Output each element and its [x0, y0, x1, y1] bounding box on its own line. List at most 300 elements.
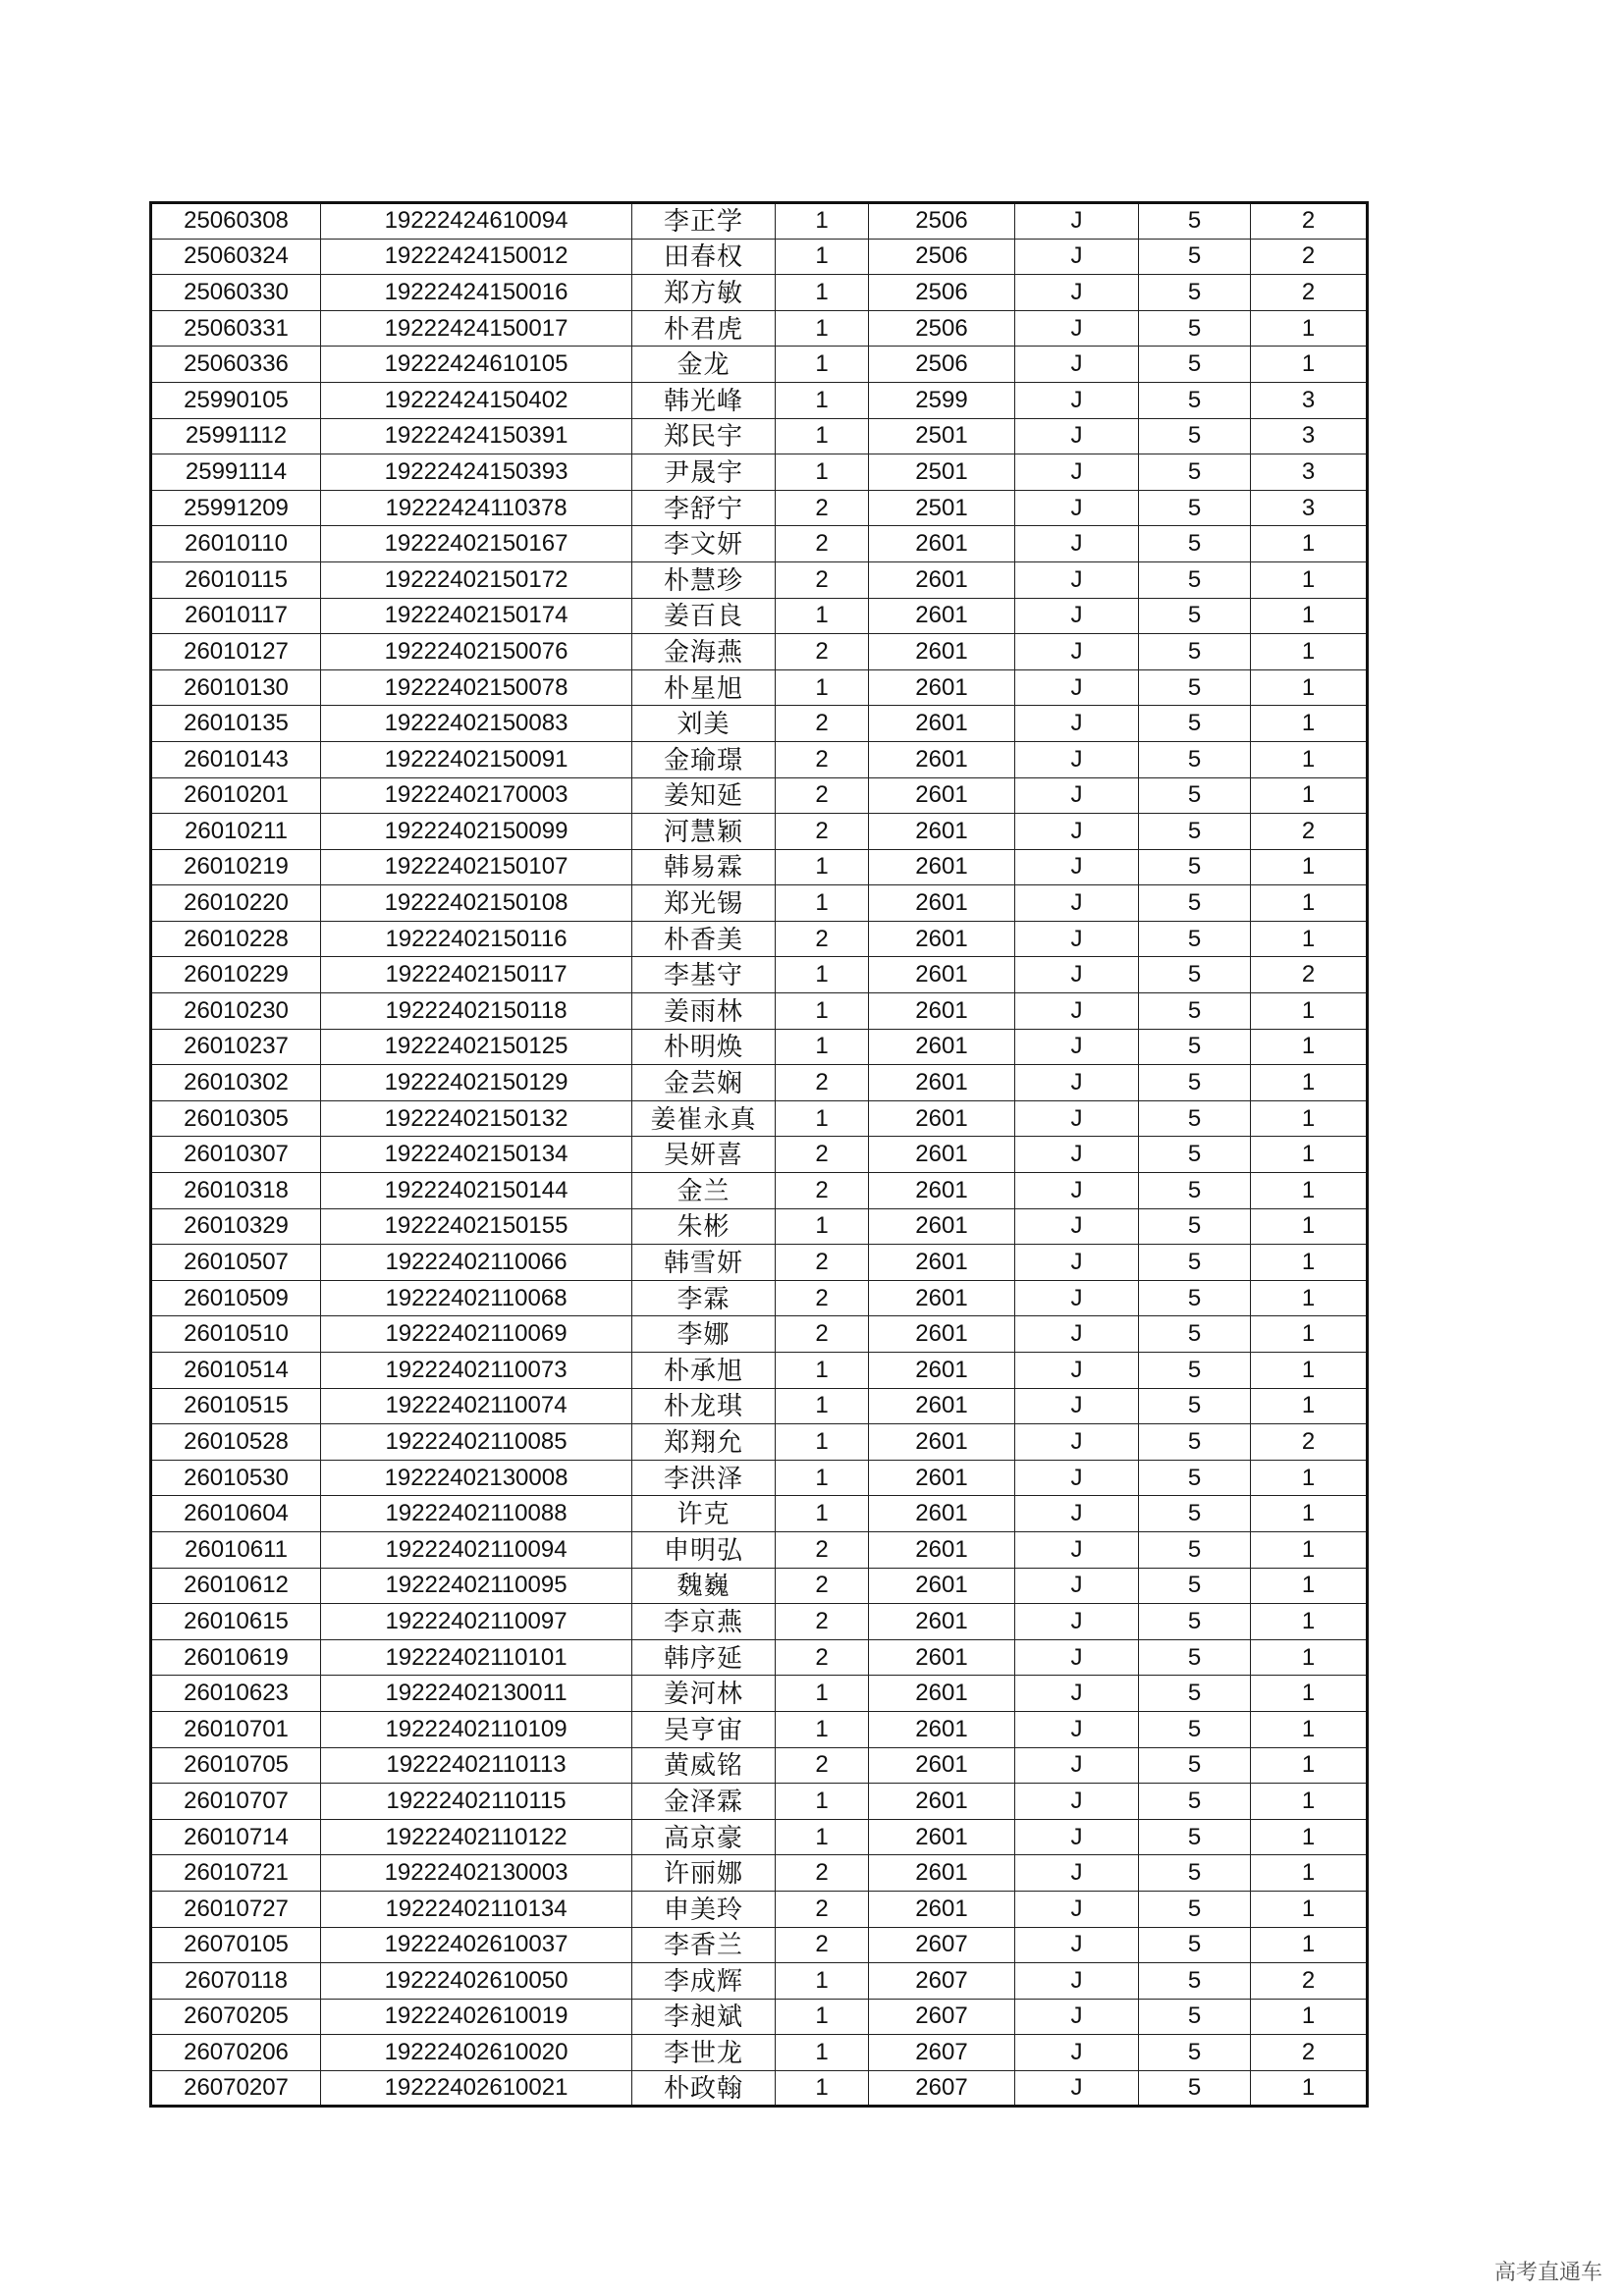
grade-cell: 1 — [1251, 921, 1368, 957]
table-row — [151, 1531, 1368, 1568]
name-cell: 许丽娜 — [632, 1855, 776, 1892]
exam-number-cell: 26010201 — [151, 777, 321, 814]
table-row — [151, 1747, 1368, 1784]
grade-cell: 1 — [1251, 1388, 1368, 1424]
registration-number-cell: 19222402150167 — [321, 526, 632, 562]
level-cell: 5 — [1139, 1173, 1251, 1209]
level-cell: 5 — [1139, 1747, 1251, 1784]
name-cell: 朴政翰 — [632, 2070, 776, 2107]
name-cell: 金龙 — [632, 347, 776, 383]
unit-code-cell: 2501 — [869, 490, 1015, 526]
grade-cell: 1 — [1251, 741, 1368, 777]
registration-number-cell: 19222402150134 — [321, 1137, 632, 1173]
name-cell: 李香兰 — [632, 1927, 776, 1963]
grade-cell: 1 — [1251, 777, 1368, 814]
level-cell: 5 — [1139, 1245, 1251, 1281]
table-row — [151, 347, 1368, 383]
level-cell: 5 — [1139, 1137, 1251, 1173]
table-row — [151, 1604, 1368, 1640]
exam-number-cell: 26010127 — [151, 634, 321, 670]
unit-code-cell: 2601 — [869, 1065, 1015, 1101]
name-cell: 李昶斌 — [632, 1999, 776, 2035]
exam-number-cell: 26010229 — [151, 957, 321, 993]
category-cell: J — [1015, 1531, 1139, 1568]
exam-number-cell: 26070105 — [151, 1927, 321, 1963]
unit-code-cell: 2601 — [869, 1100, 1015, 1137]
gender-code-cell: 1 — [776, 1424, 869, 1461]
gender-code-cell: 2 — [776, 1065, 869, 1101]
grade-cell: 1 — [1251, 310, 1368, 347]
category-cell: J — [1015, 1604, 1139, 1640]
registration-number-cell: 19222402150132 — [321, 1100, 632, 1137]
gender-code-cell: 2 — [776, 1316, 869, 1353]
registration-number-cell: 19222424610094 — [321, 203, 632, 240]
table-row — [151, 634, 1368, 670]
level-cell: 5 — [1139, 1855, 1251, 1892]
table-row — [151, 490, 1368, 526]
table-row — [151, 921, 1368, 957]
gender-code-cell: 2 — [776, 1245, 869, 1281]
grade-cell: 1 — [1251, 2070, 1368, 2107]
registration-number-cell: 19222424150012 — [321, 239, 632, 275]
grade-cell: 1 — [1251, 1173, 1368, 1209]
registration-number-cell: 19222402150083 — [321, 706, 632, 742]
grade-cell: 1 — [1251, 1711, 1368, 1747]
exam-number-cell: 26010721 — [151, 1855, 321, 1892]
unit-code-cell: 2506 — [869, 203, 1015, 240]
exam-number-cell: 26010707 — [151, 1784, 321, 1820]
exam-number-cell: 26010302 — [151, 1065, 321, 1101]
table-row — [151, 1639, 1368, 1676]
name-cell: 李成辉 — [632, 1963, 776, 2000]
grade-cell: 2 — [1251, 2035, 1368, 2071]
category-cell: J — [1015, 561, 1139, 598]
unit-code-cell: 2601 — [869, 885, 1015, 922]
category-cell: J — [1015, 1208, 1139, 1245]
table-row — [151, 1065, 1368, 1101]
category-cell: J — [1015, 1747, 1139, 1784]
grade-cell: 3 — [1251, 418, 1368, 454]
level-cell: 5 — [1139, 777, 1251, 814]
level-cell: 5 — [1139, 454, 1251, 491]
unit-code-cell: 2601 — [869, 526, 1015, 562]
name-cell: 李京燕 — [632, 1604, 776, 1640]
category-cell: J — [1015, 1100, 1139, 1137]
name-cell: 韩序延 — [632, 1639, 776, 1676]
exam-number-cell: 26010604 — [151, 1496, 321, 1532]
registration-number-cell: 19222402110066 — [321, 1245, 632, 1281]
unit-code-cell: 2601 — [869, 1029, 1015, 1065]
gender-code-cell: 1 — [776, 2070, 869, 2107]
exam-number-cell: 25991114 — [151, 454, 321, 491]
level-cell: 5 — [1139, 1280, 1251, 1316]
gender-code-cell: 1 — [776, 993, 869, 1030]
level-cell: 5 — [1139, 993, 1251, 1030]
unit-code-cell: 2601 — [869, 1784, 1015, 1820]
registration-number-cell: 19222402110073 — [321, 1353, 632, 1389]
gender-code-cell: 1 — [776, 1100, 869, 1137]
name-cell: 李正学 — [632, 203, 776, 240]
registration-number-cell: 19222402150078 — [321, 669, 632, 706]
level-cell: 5 — [1139, 2035, 1251, 2071]
gender-code-cell: 1 — [776, 598, 869, 634]
gender-code-cell: 2 — [776, 634, 869, 670]
unit-code-cell: 2506 — [869, 310, 1015, 347]
gender-code-cell: 1 — [776, 1496, 869, 1532]
registration-number-cell: 19222402110101 — [321, 1639, 632, 1676]
exam-number-cell: 26070205 — [151, 1999, 321, 2035]
grade-cell: 3 — [1251, 454, 1368, 491]
name-cell: 姜崔永真 — [632, 1100, 776, 1137]
category-cell: J — [1015, 1137, 1139, 1173]
exam-number-cell: 26070206 — [151, 2035, 321, 2071]
registration-number-cell: 19222402150116 — [321, 921, 632, 957]
table-row — [151, 669, 1368, 706]
name-cell: 河慧颖 — [632, 814, 776, 850]
table-row — [151, 1208, 1368, 1245]
level-cell: 5 — [1139, 418, 1251, 454]
category-cell: J — [1015, 1819, 1139, 1855]
level-cell: 5 — [1139, 561, 1251, 598]
level-cell: 5 — [1139, 741, 1251, 777]
name-cell: 韩易霖 — [632, 849, 776, 885]
unit-code-cell: 2601 — [869, 1173, 1015, 1209]
table-row — [151, 1784, 1368, 1820]
registration-number-cell: 19222402110122 — [321, 1819, 632, 1855]
table-row — [151, 1460, 1368, 1496]
category-cell: J — [1015, 1173, 1139, 1209]
name-cell: 朴慧珍 — [632, 561, 776, 598]
level-cell: 5 — [1139, 239, 1251, 275]
exam-number-cell: 26010615 — [151, 1604, 321, 1640]
registration-number-cell: 19222402110094 — [321, 1531, 632, 1568]
exam-number-cell: 25991209 — [151, 490, 321, 526]
unit-code-cell: 2601 — [869, 669, 1015, 706]
grade-cell: 1 — [1251, 1100, 1368, 1137]
grade-cell: 2 — [1251, 275, 1368, 311]
table-row — [151, 1927, 1368, 1963]
registration-number-cell: 19222402610019 — [321, 1999, 632, 2035]
unit-code-cell: 2601 — [869, 1747, 1015, 1784]
unit-code-cell: 2601 — [869, 777, 1015, 814]
table-row — [151, 1711, 1368, 1747]
grade-cell: 1 — [1251, 634, 1368, 670]
gender-code-cell: 2 — [776, 1927, 869, 1963]
name-cell: 郑光锡 — [632, 885, 776, 922]
unit-code-cell: 2601 — [869, 634, 1015, 670]
gender-code-cell: 2 — [776, 1280, 869, 1316]
exam-number-cell: 26010514 — [151, 1353, 321, 1389]
level-cell: 5 — [1139, 490, 1251, 526]
table-row — [151, 1353, 1368, 1389]
level-cell: 5 — [1139, 275, 1251, 311]
unit-code-cell: 2601 — [869, 1424, 1015, 1461]
grade-cell: 1 — [1251, 1568, 1368, 1604]
grade-cell: 1 — [1251, 1065, 1368, 1101]
table-row — [151, 561, 1368, 598]
level-cell: 5 — [1139, 1927, 1251, 1963]
unit-code-cell: 2601 — [869, 1353, 1015, 1389]
table-row — [151, 1819, 1368, 1855]
gender-code-cell: 2 — [776, 1639, 869, 1676]
registration-number-cell: 19222402150174 — [321, 598, 632, 634]
registration-number-cell: 19222402110113 — [321, 1747, 632, 1784]
category-cell: J — [1015, 1029, 1139, 1065]
gender-code-cell: 1 — [776, 454, 869, 491]
grade-cell: 1 — [1251, 1855, 1368, 1892]
category-cell: J — [1015, 347, 1139, 383]
name-cell: 李舒宁 — [632, 490, 776, 526]
exam-number-cell: 25060330 — [151, 275, 321, 311]
gender-code-cell: 1 — [776, 347, 869, 383]
table-row — [151, 310, 1368, 347]
exam-number-cell: 26010515 — [151, 1388, 321, 1424]
registration-number-cell: 19222402150076 — [321, 634, 632, 670]
grade-cell: 3 — [1251, 382, 1368, 418]
gender-code-cell: 1 — [776, 310, 869, 347]
category-cell: J — [1015, 1891, 1139, 1927]
registration-number-cell: 19222402610020 — [321, 2035, 632, 2071]
registration-number-cell: 19222402610021 — [321, 2070, 632, 2107]
exam-number-cell: 26010220 — [151, 885, 321, 922]
exam-number-cell: 26010701 — [151, 1711, 321, 1747]
grade-cell: 1 — [1251, 1639, 1368, 1676]
level-cell: 5 — [1139, 1963, 1251, 2000]
exam-number-cell: 26010510 — [151, 1316, 321, 1353]
exam-number-cell: 26010307 — [151, 1137, 321, 1173]
grade-cell: 1 — [1251, 669, 1368, 706]
student-record-table — [149, 201, 1369, 2108]
grade-cell: 1 — [1251, 1784, 1368, 1820]
unit-code-cell: 2601 — [869, 1496, 1015, 1532]
level-cell: 5 — [1139, 1819, 1251, 1855]
grade-cell: 1 — [1251, 1999, 1368, 2035]
registration-number-cell: 19222402150155 — [321, 1208, 632, 1245]
unit-code-cell: 2601 — [869, 1460, 1015, 1496]
table-row — [151, 1388, 1368, 1424]
name-cell: 郑翔允 — [632, 1424, 776, 1461]
level-cell: 5 — [1139, 1891, 1251, 1927]
unit-code-cell: 2601 — [869, 1639, 1015, 1676]
grade-cell: 1 — [1251, 561, 1368, 598]
grade-cell: 2 — [1251, 1963, 1368, 2000]
grade-cell: 1 — [1251, 526, 1368, 562]
gender-code-cell: 2 — [776, 1747, 869, 1784]
watermark-text: 高考直通车 — [1493, 2261, 1602, 2285]
name-cell: 朴香美 — [632, 921, 776, 957]
unit-code-cell: 2607 — [869, 2070, 1015, 2107]
exam-number-cell: 26070118 — [151, 1963, 321, 2000]
level-cell: 5 — [1139, 1065, 1251, 1101]
exam-number-cell: 26010130 — [151, 669, 321, 706]
grade-cell: 1 — [1251, 1137, 1368, 1173]
unit-code-cell: 2601 — [869, 814, 1015, 850]
exam-number-cell: 26010143 — [151, 741, 321, 777]
unit-code-cell: 2601 — [869, 921, 1015, 957]
category-cell: J — [1015, 275, 1139, 311]
table-row — [151, 1676, 1368, 1712]
grade-cell: 1 — [1251, 1460, 1368, 1496]
unit-code-cell: 2601 — [869, 1245, 1015, 1281]
unit-code-cell: 2506 — [869, 347, 1015, 383]
exam-number-cell: 25060324 — [151, 239, 321, 275]
category-cell: J — [1015, 2035, 1139, 2071]
table-row — [151, 814, 1368, 850]
unit-code-cell: 2607 — [869, 1999, 1015, 2035]
name-cell: 金瑜璟 — [632, 741, 776, 777]
unit-code-cell: 2601 — [869, 741, 1015, 777]
unit-code-cell: 2607 — [869, 2035, 1015, 2071]
registration-number-cell: 19222402110074 — [321, 1388, 632, 1424]
grade-cell: 1 — [1251, 1604, 1368, 1640]
name-cell: 李文妍 — [632, 526, 776, 562]
unit-code-cell: 2506 — [869, 239, 1015, 275]
category-cell: J — [1015, 706, 1139, 742]
category-cell: J — [1015, 1065, 1139, 1101]
registration-number-cell: 19222402150108 — [321, 885, 632, 922]
table-row — [151, 1173, 1368, 1209]
grade-cell: 2 — [1251, 203, 1368, 240]
level-cell: 5 — [1139, 1639, 1251, 1676]
table-row — [151, 1891, 1368, 1927]
level-cell: 5 — [1139, 1568, 1251, 1604]
registration-number-cell: 19222402110088 — [321, 1496, 632, 1532]
exam-number-cell: 25060331 — [151, 310, 321, 347]
category-cell: J — [1015, 1711, 1139, 1747]
exam-number-cell: 25060336 — [151, 347, 321, 383]
category-cell: J — [1015, 454, 1139, 491]
name-cell: 高京豪 — [632, 1819, 776, 1855]
name-cell: 金芸娴 — [632, 1065, 776, 1101]
unit-code-cell: 2501 — [869, 418, 1015, 454]
unit-code-cell: 2601 — [869, 1280, 1015, 1316]
gender-code-cell: 1 — [776, 849, 869, 885]
grade-cell: 1 — [1251, 885, 1368, 922]
name-cell: 吴妍喜 — [632, 1137, 776, 1173]
category-cell: J — [1015, 1424, 1139, 1461]
exam-number-cell: 26010115 — [151, 561, 321, 598]
gender-code-cell: 2 — [776, 1568, 869, 1604]
exam-number-cell: 25060308 — [151, 203, 321, 240]
level-cell: 5 — [1139, 1208, 1251, 1245]
gender-code-cell: 2 — [776, 814, 869, 850]
registration-number-cell: 19222402110068 — [321, 1280, 632, 1316]
unit-code-cell: 2607 — [869, 1963, 1015, 2000]
category-cell: J — [1015, 239, 1139, 275]
table-row — [151, 741, 1368, 777]
category-cell: J — [1015, 203, 1139, 240]
registration-number-cell: 19222424110378 — [321, 490, 632, 526]
category-cell: J — [1015, 957, 1139, 993]
grade-cell: 1 — [1251, 1927, 1368, 1963]
grade-cell: 1 — [1251, 1747, 1368, 1784]
category-cell: J — [1015, 2070, 1139, 2107]
category-cell: J — [1015, 1316, 1139, 1353]
level-cell: 5 — [1139, 814, 1251, 850]
table-row — [151, 1280, 1368, 1316]
name-cell: 金泽霖 — [632, 1784, 776, 1820]
grade-cell: 1 — [1251, 1353, 1368, 1389]
name-cell: 李娜 — [632, 1316, 776, 1353]
level-cell: 5 — [1139, 1711, 1251, 1747]
exam-number-cell: 26010318 — [151, 1173, 321, 1209]
gender-code-cell: 2 — [776, 561, 869, 598]
gender-code-cell: 1 — [776, 1711, 869, 1747]
name-cell: 黄威铭 — [632, 1747, 776, 1784]
registration-number-cell: 19222424150016 — [321, 275, 632, 311]
table-row — [151, 1100, 1368, 1137]
category-cell: J — [1015, 1496, 1139, 1532]
level-cell: 5 — [1139, 1029, 1251, 1065]
grade-cell: 1 — [1251, 1676, 1368, 1712]
name-cell: 魏巍 — [632, 1568, 776, 1604]
registration-number-cell: 19222402110095 — [321, 1568, 632, 1604]
table-row — [151, 598, 1368, 634]
exam-number-cell: 26010228 — [151, 921, 321, 957]
name-cell: 申明弘 — [632, 1531, 776, 1568]
table-row — [151, 203, 1368, 240]
grade-cell: 1 — [1251, 1280, 1368, 1316]
table-row — [151, 1029, 1368, 1065]
unit-code-cell: 2601 — [869, 1819, 1015, 1855]
unit-code-cell: 2601 — [869, 1137, 1015, 1173]
grade-cell: 1 — [1251, 993, 1368, 1030]
grade-cell: 1 — [1251, 1029, 1368, 1065]
exam-number-cell: 26010507 — [151, 1245, 321, 1281]
registration-number-cell: 19222402150107 — [321, 849, 632, 885]
gender-code-cell: 1 — [776, 203, 869, 240]
table-row — [151, 1316, 1368, 1353]
name-cell: 尹晟宇 — [632, 454, 776, 491]
gender-code-cell: 1 — [776, 2035, 869, 2071]
name-cell: 朴明焕 — [632, 1029, 776, 1065]
exam-number-cell: 25990105 — [151, 382, 321, 418]
category-cell: J — [1015, 814, 1139, 850]
level-cell: 5 — [1139, 347, 1251, 383]
registration-number-cell: 19222402150172 — [321, 561, 632, 598]
name-cell: 韩雪妍 — [632, 1245, 776, 1281]
gender-code-cell: 1 — [776, 669, 869, 706]
gender-code-cell: 1 — [776, 1029, 869, 1065]
name-cell: 田春权 — [632, 239, 776, 275]
unit-code-cell: 2601 — [869, 1208, 1015, 1245]
name-cell: 姜知延 — [632, 777, 776, 814]
exam-number-cell: 25991112 — [151, 418, 321, 454]
name-cell: 许克 — [632, 1496, 776, 1532]
exam-number-cell: 26010705 — [151, 1747, 321, 1784]
registration-number-cell: 19222424150402 — [321, 382, 632, 418]
category-cell: J — [1015, 1676, 1139, 1712]
category-cell: J — [1015, 598, 1139, 634]
category-cell: J — [1015, 418, 1139, 454]
registration-number-cell: 19222402150117 — [321, 957, 632, 993]
gender-code-cell: 2 — [776, 741, 869, 777]
gender-code-cell: 2 — [776, 490, 869, 526]
gender-code-cell: 1 — [776, 1819, 869, 1855]
category-cell: J — [1015, 490, 1139, 526]
grade-cell: 2 — [1251, 1424, 1368, 1461]
gender-code-cell: 1 — [776, 1963, 869, 2000]
unit-code-cell: 2601 — [869, 561, 1015, 598]
registration-number-cell: 19222424150391 — [321, 418, 632, 454]
registration-number-cell: 19222402110069 — [321, 1316, 632, 1353]
exam-number-cell: 26010509 — [151, 1280, 321, 1316]
exam-number-cell: 26010612 — [151, 1568, 321, 1604]
category-cell: J — [1015, 993, 1139, 1030]
name-cell: 李霖 — [632, 1280, 776, 1316]
table-row — [151, 526, 1368, 562]
gender-code-cell: 1 — [776, 1460, 869, 1496]
